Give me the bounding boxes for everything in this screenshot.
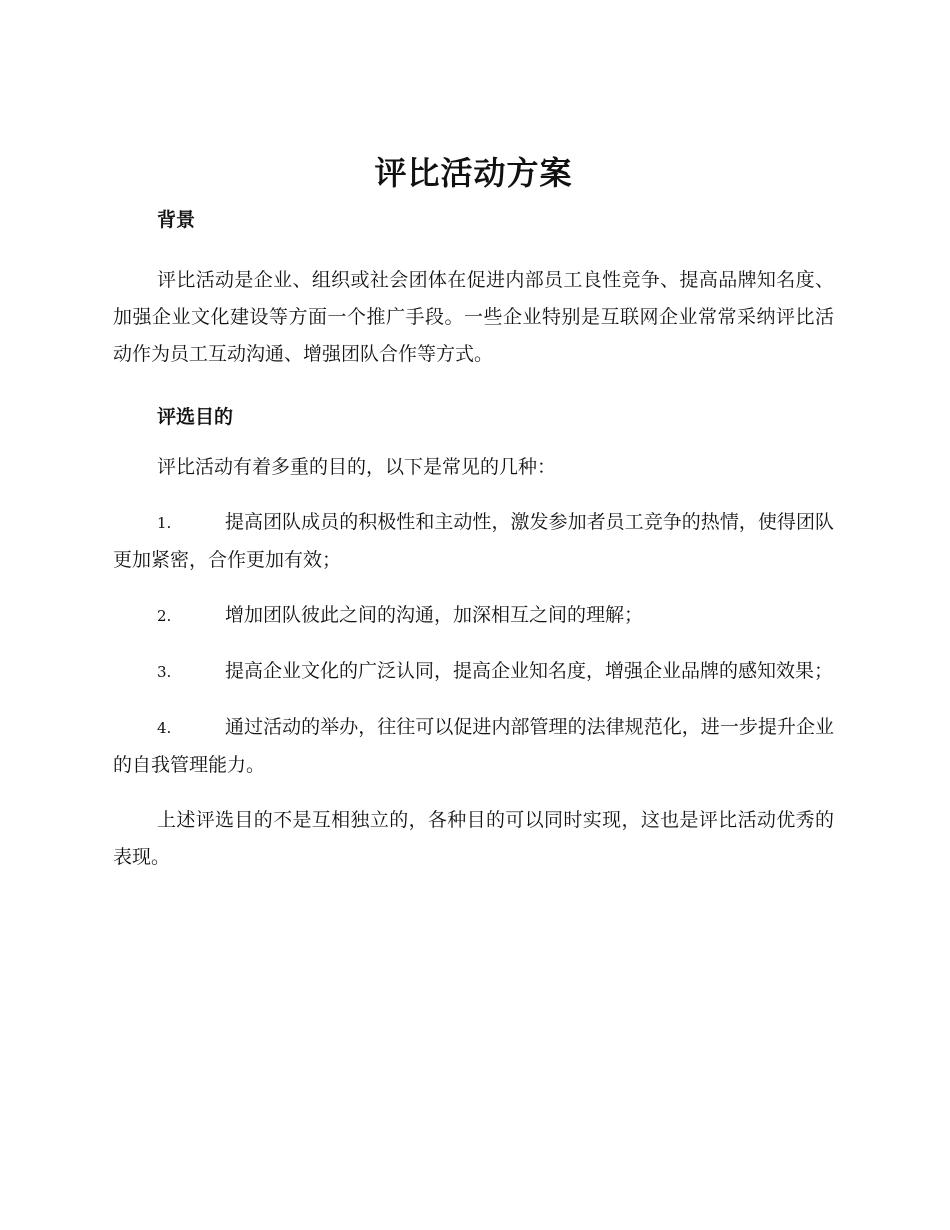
list-item-number: 4. [157,719,172,737]
spacer [113,373,834,393]
list-item-text: 提高企业文化的广泛认同，提高企业知名度，增强企业品牌的感知效果； [225,660,834,682]
spacer [113,691,834,709]
closing-paragraph: 上述评选目的不是互相独立的，各种目的可以同时实现，这也是评比活动优秀的表现。 [113,809,834,868]
spacer [113,431,834,449]
spacer [113,234,834,262]
section-heading-background: 背景 [157,209,196,231]
list-item [113,597,834,635]
spacer [113,486,834,504]
background-paragraph: 评比活动是企业、组织或社会团体在促进内部员工良性竞争、提高品牌知名度、加强企业文化建设等方面一个推广手段。一些企业特别是互联网企业常常采纳评比活动作为员工互动沟通、增强团队合作等方式。 [113,269,834,365]
list-item [113,504,834,579]
list-item-text: 通过活动的举办，往往可以促进内部管理的法律规范化，进一步提升企业的自我管理能力。 [113,716,834,776]
list-item-number: 2. [157,607,172,625]
spacer [113,579,834,597]
list-item-text: 增加团队彼此之间的沟通，加深相互之间的理解； [225,604,644,626]
list-item [113,653,834,691]
spacer [113,635,834,653]
document-title: 评比活动方案 [374,154,573,192]
purpose-list [113,504,834,784]
list-item-number: 3. [157,663,172,681]
list-item-number: 1. [157,514,172,532]
list-item [113,709,834,784]
section-heading-purpose: 评选目的 [157,406,234,428]
purpose-intro-paragraph: 评比活动有着多重的目的，以下是常见的几种： [157,456,557,478]
list-item-text: 提高团队成员的积极性和主动性，激发参加者员工竞争的热情，使得团队更加紧密，合作更加有效； [113,511,834,571]
spacer [113,784,834,802]
